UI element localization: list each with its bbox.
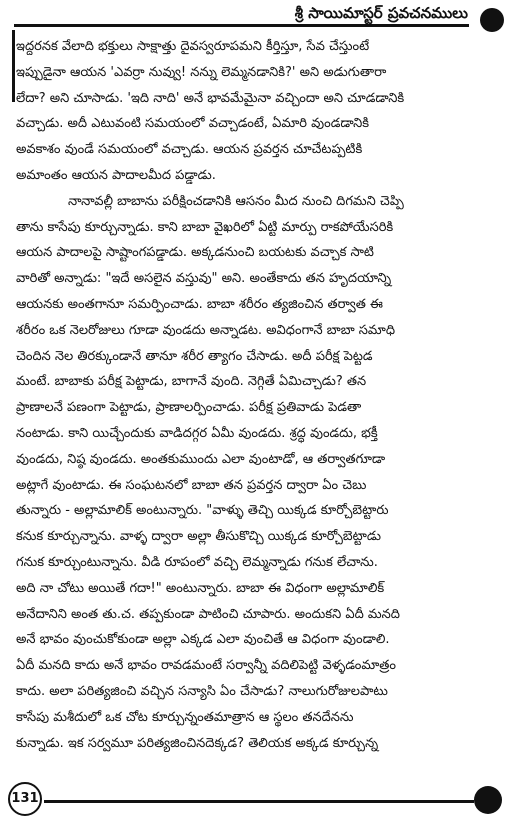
text-line: అనేదానిని అంత తు.చ. తప్పకుండా పాటించి చూపారు. అందుకని ఏదీ మనది: [16, 606, 400, 622]
text-line: ఇద్దరనక వేలాది భక్తులు సాక్షాత్తు దైవస్వరూపమని కీర్తిస్తూ, సేవ చేస్తుంటే: [16, 39, 370, 54]
running-title: శ్రీ సాయిమాస్టర్ ప్రవచనములు: [294, 4, 468, 22]
text-line: నానావల్లీ బాబాను పరీక్షించడానికి ఆసనం మీద నుంచి దిగమని చెప్పి: [68, 193, 404, 209]
text-line: వుండదు, నిష్ఠ వుండదు. అంతకుముందు ఎలా వుంటాడో, ఆ తర్వాతగూడా: [16, 451, 386, 467]
text-line: అనే భావం వుంచుకోకుండా అల్లా ఎక్కడ ఎలా వుంచితే ఆ విధంగా వుండాలి.: [16, 632, 390, 648]
text-line: ఇప్పుడైనా ఆయన 'ఎవర్రా నువ్వు! నన్ను లెమ్మనడానికి?' అని అడుగుతారా: [16, 64, 387, 80]
page-number: 131: [8, 782, 42, 816]
text-line: కాదు. అలా పరిత్యజించి వచ్చిన సన్యాసి ఏం చేసాడు? నాలుగురోజులపాటు: [16, 683, 388, 699]
footer-dot-ornament: [474, 786, 502, 814]
text-line: ఏదీ మనది కాదు అనే భావం రావడమంటే సర్వాన్నీ వదిలిపెట్టి వెళ్ళడంమాత్రం: [16, 658, 396, 674]
text-line: ఆయనకు అంతగానూ సమర్పించాడు. బాబా శరీరం త్యజించిన తర్వాత ఈ: [16, 296, 383, 312]
text-line: కనుక కూర్చున్నాను. వాళ్ళ ద్వారా అల్లా తీసుకొచ్చి యిక్కడ కూర్చోబెట్టాడు: [16, 529, 382, 545]
footer-rule: [44, 800, 474, 803]
text-line: శరీరం ఒక నెలరోజులు గూడా వుండదు అన్నాడట. అవిధంగానే బాబా సమాధి: [16, 322, 396, 338]
text-line: నంటాడు. కాని యిచ్చేందుకు వాడిదగ్గర ఏమీ వుండదు. శ్రద్ధ వుండదు, భక్తీ: [16, 425, 378, 441]
text-line: అట్లాగే వుంటాడు. ఈ సంఘటనలో బాబా తన ప్రవర్తన ద్వారా ఏం చెబు: [16, 477, 367, 493]
text-line: మంటే. బాబాకు పరీక్ష పెట్టాడు, బాగానే వుంది. నెగ్గితే ఏమిచ్చాడు? తన: [16, 374, 367, 390]
text-line: చెందిన నెల తిరక్కుండానే తానూ శరీర త్యాగం చేసాడు. అదీ పరీక్ష పెట్టడ: [16, 348, 373, 364]
paragraph: [16, 189, 503, 757]
text-line: కున్నాడు. ఇక సర్వమూ పరిత్యజించినదెక్కడ? తెలియక అక్కడ కూర్చున్న: [16, 735, 379, 751]
text-line: లేదా? అని చూసాడు. 'ఇది నాది' అనే భావమేమైనా వచ్చిందా అని చూడడానికి: [16, 90, 405, 106]
body-text: [16, 34, 503, 756]
text-line: ఆయన పాదాలపై సాష్టాంగపడ్డాడు. అక్కడనుంచి బయటకు వచ్చాక సాటి: [16, 245, 374, 261]
margin-bar: [12, 30, 15, 102]
text-line: అవకాశం వుండే సమయంలో వచ్చాడు. ఆయన ప్రవర్తన చూచేటప్పటికి: [16, 142, 363, 158]
text-line: గనుక కూర్చుంటున్నాను. వీడి రూపంలో వచ్చి లెమ్మన్నాడు గనుక లేచాను.: [16, 554, 378, 570]
text-line: వచ్చాడు. అదీ ఎటువంటి సమయంలో వచ్చాడంటే, ఏమారి వుండడానికి: [16, 116, 370, 132]
text-line: తాను కాసేపు కూర్చున్నాడు. కాని బాబా వైఖరిలో ఏట్టి మార్పు రాకపోయేసరికి: [16, 219, 394, 235]
text-line: అమాంతం ఆయన పాదాలమీద పడ్డాడు.: [16, 167, 216, 183]
header-dot-ornament: [480, 8, 504, 32]
text-line: వారితో అన్నాడు: "ఇదే అసలైన వస్తువు" అని. అంతేకాదు తన హృదయాన్ని: [16, 271, 392, 287]
text-line: కాసేపు మశీదులో ఒక చోట కూర్చున్నంతమాత్రాన ఆ స్థలం తనదేనను: [16, 709, 354, 725]
text-line: ప్రాణాలనే పణంగా పెట్టాడు, ప్రాణాలర్పించాడు. పరీక్ష ప్రతివాడు పెడతా: [16, 400, 362, 416]
text-line: అది నా చోటు అయితే గదా!" అంటున్నారు. బాబా ఈ విధంగా అల్లామాలిక్: [16, 580, 385, 596]
text-line: తున్నారు - అల్లామాలిక్ అంటున్నారు. "వాళ్ళు తెచ్చి యిక్కడ కూర్చోబెట్టారు: [16, 503, 389, 519]
paragraph: [16, 34, 503, 189]
